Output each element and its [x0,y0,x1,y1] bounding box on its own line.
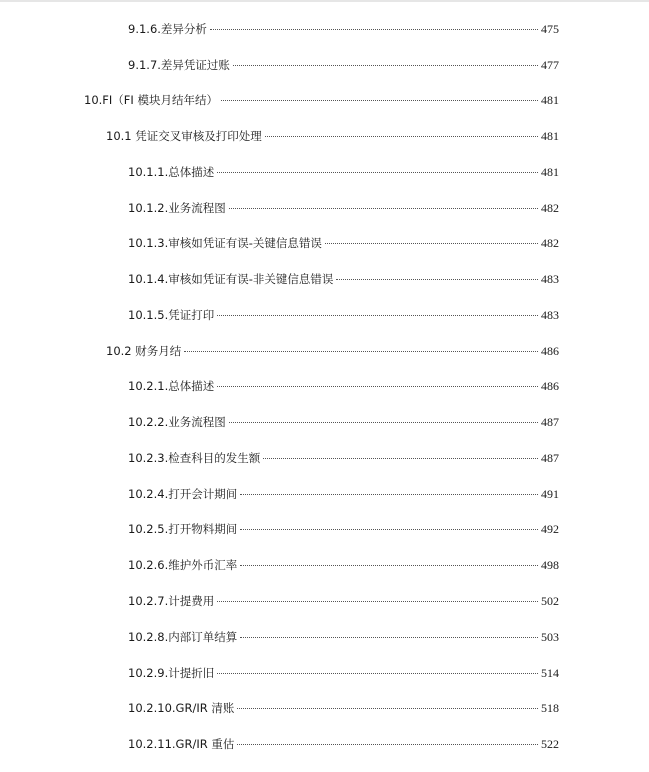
toc-entry-10-1-3[interactable] [128,234,559,252]
toc-entry-title: 10.1.5.凭证打印 [128,308,215,322]
toc-entry-page: 487 [541,451,559,465]
toc-entry-title: 10.2.9.计提折旧 [128,666,215,680]
toc-entry-10[interactable] [84,91,559,109]
toc-entry-title: 9.1.6.差异分析 [128,22,207,36]
toc-entry-title: 10.1.1.总体描述 [128,165,215,179]
toc-dot-leader [240,565,538,566]
toc-entry-page: 483 [541,308,559,322]
toc-dot-leader [221,100,538,101]
toc-entry-page: 477 [541,58,559,72]
toc-entry-title: 10.1.4.审核如凭证有误-非关键信息错误 [128,272,334,286]
toc-entry-10-2-4[interactable] [128,485,559,503]
toc-entry-page: 486 [541,379,559,393]
toc-entry-page: 498 [541,558,559,572]
toc-entry-page: 482 [541,201,559,215]
toc-entry-title: 10.2.10.GR/IR 清账 [128,701,235,715]
toc-dot-leader [237,744,538,745]
toc-entry-title: 10.2.3.检查科目的发生额 [128,451,261,465]
toc-dot-leader [184,351,538,352]
toc-entry-page: 481 [541,129,559,143]
toc-entry-10-2-5[interactable] [128,520,559,538]
toc-dot-leader [217,315,538,316]
toc-entry-page: 475 [541,22,559,36]
toc-entry-page: 503 [541,630,559,644]
toc-dot-leader [217,673,538,674]
toc-entry-page: 491 [541,487,559,501]
toc-entry-9-1-7[interactable] [128,56,559,74]
toc-dot-leader [265,136,538,137]
toc-entry-page: 481 [541,93,559,107]
toc-entry-10-1-4[interactable] [128,270,559,288]
toc-entry-page: 487 [541,415,559,429]
toc-entry-10-2-7[interactable] [128,592,559,610]
toc-entry-title: 10.1.3.审核如凭证有误-关键信息错误 [128,236,322,250]
toc-dot-leader [263,458,538,459]
toc-entry-title: 9.1.7.差异凭证过账 [128,58,230,72]
toc-entry-10-2-10[interactable] [128,699,559,717]
toc-entry-10-2-2[interactable] [128,413,559,431]
toc-dot-leader [325,243,538,244]
toc-entry-10-2[interactable] [106,342,559,360]
toc-entry-10-2-9[interactable] [128,664,559,682]
toc-entry-title: 10.2.1.总体描述 [128,379,215,393]
toc-entry-page: 522 [541,737,559,751]
toc-entry-page: 481 [541,165,559,179]
toc-dot-leader [336,279,538,280]
toc-entry-10-1-5[interactable] [128,306,559,324]
toc-dot-leader [217,601,538,602]
toc-dot-leader [240,529,538,530]
toc-entry-10-1-1[interactable] [128,163,559,181]
toc-entry-title: 10.2.5.打开物料期间 [128,522,238,536]
toc-entry-10-2-8[interactable] [128,628,559,646]
toc-entry-page: 482 [541,236,559,250]
toc-entry-title: 10.2.7.计提费用 [128,594,215,608]
toc-entry-title: 10.2.4.打开会计期间 [128,487,238,501]
toc-dot-leader [237,708,538,709]
toc-entry-page: 518 [541,701,559,715]
toc-entry-page: 486 [541,344,559,358]
toc-entry-10-2-3[interactable] [128,449,559,467]
toc-entry-10-1[interactable] [106,127,559,145]
toc-dot-leader [233,65,538,66]
toc-entry-title: 10.FI（FI 模块月结年结） [84,93,218,107]
toc-entry-page: 492 [541,522,559,536]
toc-entry-10-1-2[interactable] [128,199,559,217]
toc-dot-leader [229,208,538,209]
toc-dot-leader [210,29,538,30]
toc-dot-leader [217,172,538,173]
toc-entry-page: 502 [541,594,559,608]
toc-entry-title: 10.1.2.业务流程图 [128,201,226,215]
toc-entry-10-2-6[interactable] [128,556,559,574]
toc-entry-10-2-11[interactable] [128,735,559,753]
toc-entry-page: 483 [541,272,559,286]
toc-dot-leader [217,386,538,387]
toc-entry-9-1-6[interactable] [128,20,559,38]
toc-entry-title: 10.2.11.GR/IR 重估 [128,737,235,751]
toc-dot-leader [229,422,538,423]
toc-entry-title: 10.2 财务月结 [106,344,182,358]
toc-entry-page: 514 [541,666,559,680]
toc-entry-title: 10.2.6.维护外币汇率 [128,558,238,572]
toc-dot-leader [240,637,538,638]
toc-entry-title: 10.1 凭证交叉审核及打印处理 [106,129,262,143]
toc-entry-title: 10.2.8.内部订单结算 [128,630,238,644]
toc-entry-title: 10.2.2.业务流程图 [128,415,226,429]
toc-entry-10-2-1[interactable] [128,377,559,395]
toc-dot-leader [240,494,538,495]
